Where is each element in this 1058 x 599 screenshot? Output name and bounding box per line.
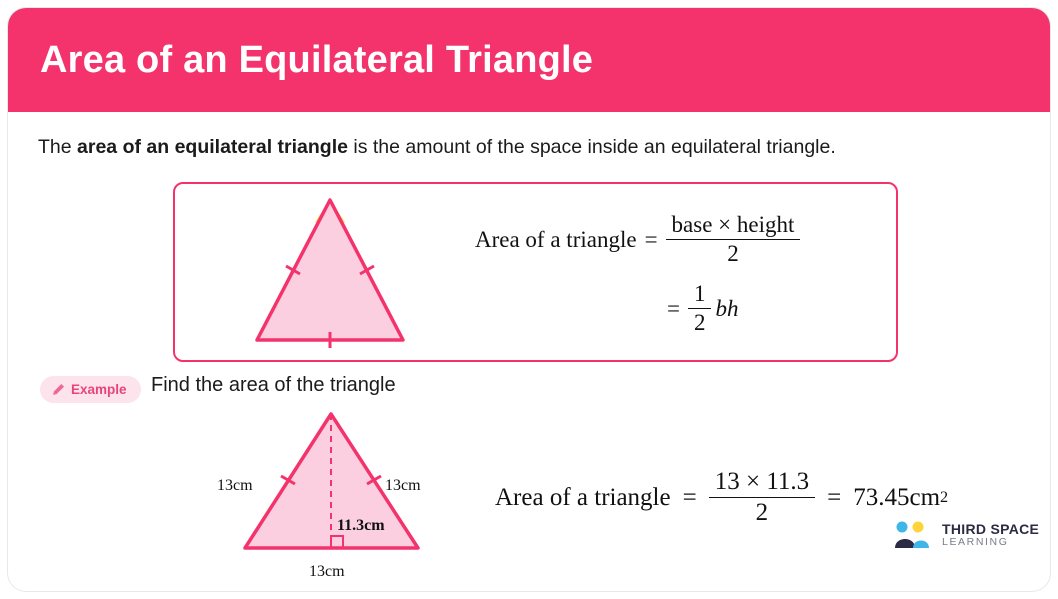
- logo-line-1: THIRD SPACE: [942, 521, 1040, 538]
- example-area-formula: [495, 468, 948, 527]
- intro-text-bold: area of an equilateral triangle: [77, 136, 348, 158]
- example-formula-denominator: 2: [755, 499, 769, 526]
- formula-fraction: [666, 212, 801, 267]
- formula-label: Area of a triangle: [475, 226, 637, 252]
- intro-text-after: is the amount of the space inside an equilateral triangle.: [347, 136, 836, 158]
- example-badge: [40, 376, 141, 403]
- example-formula-result-exponent: 2: [940, 488, 949, 506]
- example-triangle-diagram: [203, 406, 453, 586]
- page-header: [8, 8, 1050, 112]
- example-formula-equals-2: =: [827, 483, 842, 511]
- formula-numerator: base × height: [666, 212, 801, 240]
- example-formula-numerator: 13 × 11.3: [709, 468, 815, 498]
- example-prompt: Find the area of the triangle: [151, 374, 396, 396]
- label-left-side: 13cm: [217, 477, 253, 494]
- formula-half-fraction: [688, 281, 712, 336]
- formula-denominator: 2: [727, 241, 739, 266]
- intro-paragraph: [38, 134, 1028, 161]
- example-formula-label: Area of a triangle: [495, 483, 671, 511]
- pencil-icon: [52, 383, 65, 396]
- example-formula-equals: =: [682, 483, 697, 511]
- example-formula-fraction: [709, 468, 815, 527]
- logo-mark-icon: [893, 520, 933, 550]
- formula-equals: =: [644, 226, 658, 252]
- intro-text-before: The: [38, 136, 78, 158]
- lesson-card: [8, 8, 1050, 591]
- logo-line-2: LEARNING: [942, 535, 1009, 548]
- label-height: 11.3cm: [337, 517, 385, 534]
- example-badge-label: Example: [71, 382, 127, 397]
- equilateral-triangle-diagram: [235, 192, 425, 357]
- label-base: 13cm: [309, 563, 345, 580]
- page-title: Area of an Equilateral Triangle: [40, 38, 594, 81]
- brand-logo: [893, 520, 1039, 550]
- example-formula-result: 73.45cm: [853, 483, 941, 511]
- formula-bh: bh: [715, 295, 739, 321]
- formula-equals-2: =: [667, 295, 680, 321]
- formula-panel: [173, 182, 898, 362]
- label-right-side: 13cm: [385, 477, 421, 494]
- logo-text: [942, 522, 1039, 548]
- formula-half-denominator: 2: [693, 310, 706, 335]
- formula-half-numerator: 1: [688, 281, 712, 309]
- triangle-area-formula: [475, 212, 800, 336]
